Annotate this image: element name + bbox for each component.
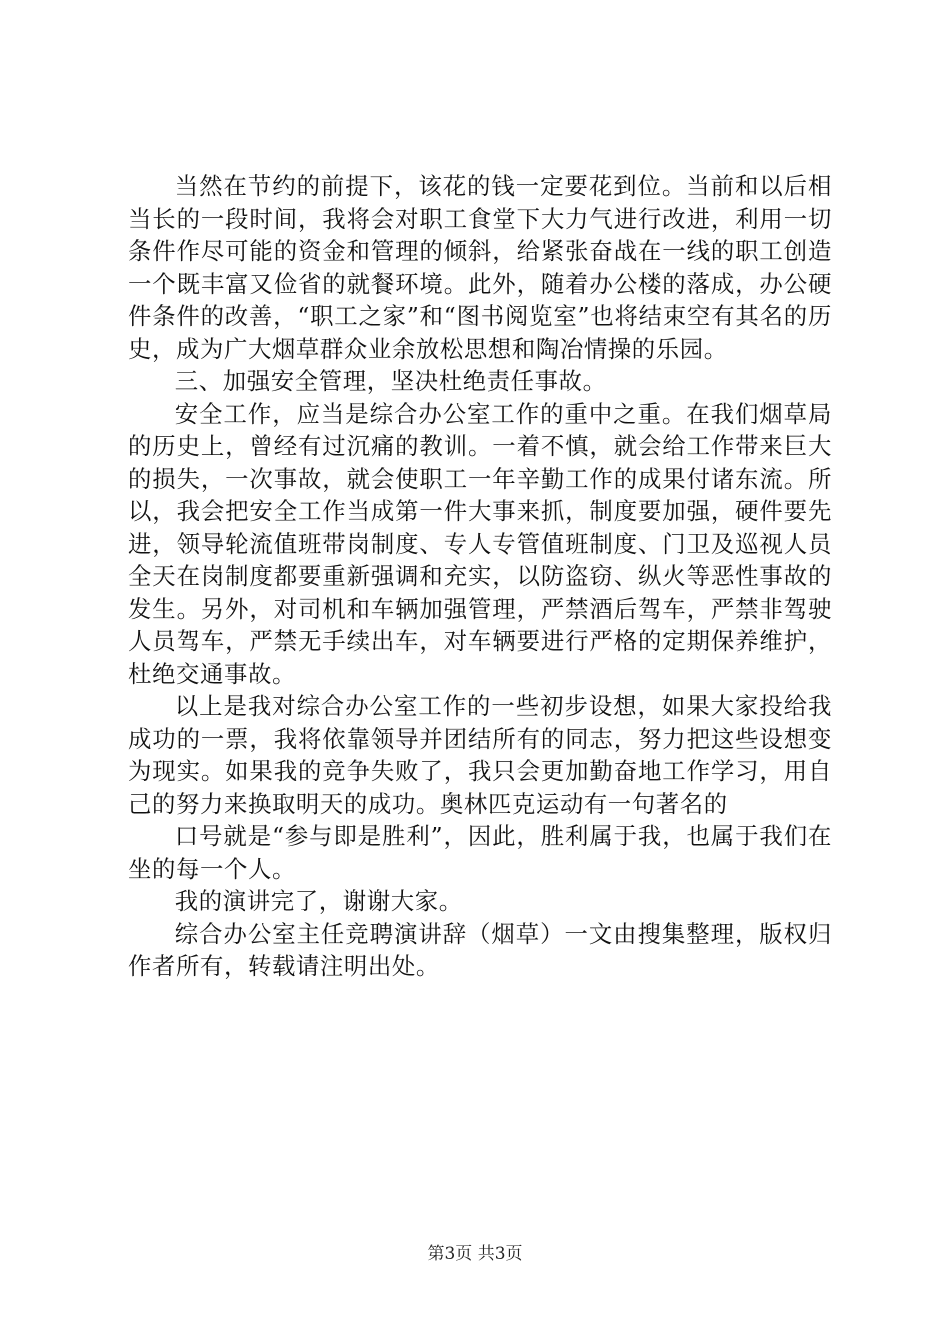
paragraph-copyright-note: 综合办公室主任竞聘演讲辞（烟草）一文由搜集整理，版权归作者所有，转载请注明出处。 — [128, 919, 832, 980]
paragraph-canteen-improvement: 当然在节约的前提下，该花的钱一定要花到位。当前和以后相当长的一段时间，我将会对职工食堂下大力气进行改进，利用一切条件作尽可能的资金和管理的倾斜，给紧张奋战在一线的职工创造一个既丰富又俭省的就餐环境。此外，随着办公楼的落成，办公硬件条件的改善，“职工之家”和“图书阅览室”也将结束空有其名的历史，成为广大烟草群众业余放松思想和陶冶情操的乐园。 — [128, 172, 832, 363]
document-body — [128, 170, 832, 983]
page-number-footer: 第3页 共3页 — [427, 1244, 523, 1264]
paragraph-safety-work: 安全工作，应当是综合办公室工作的重中之重。在我们烟草局的历史上，曾经有过沉痛的教训。一着不慎，就会给工作带来巨大的损失，一次事故，就会使职工一年辛勤工作的成果付诸东流。所以，我会把安全工作当成第一件大事来抓，制度要加强，硬件要先进，领导轮流值班带岗制度、专人专管值班制度、门卫及巡视人员全天在岗制度都要重新强调和充实，以防盗窃、纵火等恶性事故的发生。另外，对司机和车辆加强管理，严禁酒后驾车，严禁非驾驶人员驾车，严禁无手续出车，对车辆要进行严格的定期保养维护，杜绝交通事故。 — [128, 399, 832, 688]
paragraph-initial-ideas: 以上是我对综合办公室工作的一些初步设想，如果大家投给我成功的一票，我将依靠领导并团结所有的同志，努力把这些设想变为现实。如果我的竞争失败了，我只会更加勤奋地工作学习，用自己的努力来换取明天的成功。奥林匹克运动有一句著名的 — [128, 692, 832, 818]
paragraph-section-three-heading: 三、加强安全管理，坚决杜绝责任事故。 — [174, 367, 607, 395]
paragraph-closing-thanks: 我的演讲完了，谢谢大家。 — [174, 887, 463, 915]
paragraph-olympic-slogan: 口号就是“参与即是胜利”，因此，胜利属于我，也属于我们在坐的每一个人。 — [128, 822, 832, 883]
